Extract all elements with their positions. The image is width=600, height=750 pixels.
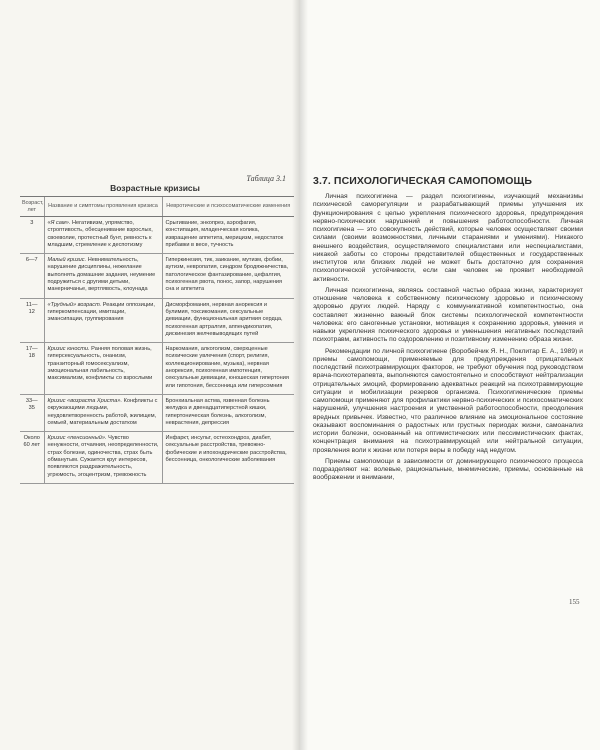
paragraph: Приемы самопомощи в зависимости от доминирующего психического процесса подразделяют на: волевые, рациональные, мнемические, приемы, основанные на воображении и внимании, [313, 457, 583, 482]
crisis-symptoms: Невнимательность, нарушение дисциплины, нежелание выполнять домашние задания, неумение подружиться с другими детьми, манерничанье, вертлявость, клоунада [47, 257, 156, 293]
cell-changes: Инфаркт, инсульт, остеохондроз, диабет, сексуальные расстройства, тревожно-фобические и ипохондрические расстройства, бессонница, онкологические заболевания [162, 432, 294, 484]
cell-age: 33—35 [20, 394, 44, 431]
cell-age: 3 [20, 217, 44, 254]
crisis-name: «Трудный» возраст. [47, 301, 102, 308]
page-number: 155 [569, 598, 580, 606]
cell-changes: Гиперкинезия, тик, заикание, мутизм, фобии, аутизм, невропатия, синдром бродяжничества, патологическое фантазирование, цефалгия, психогенная рвота, понос, запор, нарушения сна и аппетита [162, 254, 294, 298]
crisis-name: Кризис «пенсионный». [47, 435, 107, 442]
paragraph: Личная психогигиена — раздел психогигиены, изучающий механизмы психической саморегуляции и разрабатывающий приемы улучшения их функционирования с целью укрепления психического здоровья, предупреждения нервно-психических нарушений и повышения работоспособности. Личная психогигиена — это совокупность действий, которые человек осуществляет своими силами (своими возможностями, личными стараниями и умениями). Никакого внешнего воздействия, осуществляемого специалистами или неспециалистами, никакой заботы со стороны представителей общественных и государственных институтов или близких людей не может быть достаточно для сохранения психологической устойчивости, если сам человек не проявит необходимой активности. [313, 193, 583, 283]
cell-crisis [44, 254, 162, 298]
table-title: Возрастные кризисы [110, 183, 200, 193]
section-body [313, 193, 583, 486]
table-row [20, 394, 294, 431]
paragraph: Личная психогигиена, являясь составной частью образа жизни, характеризует отношение человека к собственному психическому здоровью и психическому здоровью других людей. Наряду с коммуникативной компетентностью, она составляет жизненно важный блок системы психологической компетентности человека: его саногенные установки, мотивация к сохранению здоровья, умения и навыки укрепления психического здоровья и уменьшения негативных последствий психотравм, активность по оздоровлению и позитивному изменению образа жизни. [313, 286, 583, 344]
cell-crisis [44, 217, 162, 254]
crisis-symptoms: Конфликты с окружающими людьми, неудовлетворенность работой, жилищем, семьей, материальным достатком [47, 397, 158, 426]
cell-changes: Дисморфомания, нервная анорексия и булимия, токсикомания, сексуальные девиации, функциональная аритмия сердца, психогенная артралгия, аппендикопатия, дискинезия желчевыводящих путей [162, 298, 294, 342]
header-crisis-name: Название и симптомы проявления кризиса [44, 197, 162, 217]
crisis-symptoms: Чувство ненужности, отчаяния, неопределенности, страх болезни, одиночества, страх быть обманутым. Сужается круг интересов, появляются раздражительность, угрюмость, эгоцентризм, тревожность [47, 435, 159, 478]
age-crises-table [20, 196, 294, 484]
crisis-symptoms: Реакции оппозиции, гиперкомпенсации, имитации, эмансипации, группирования [47, 301, 155, 323]
header-symptoms: Невротические и психосоматические изменения [162, 197, 294, 217]
cell-changes: Срыгивание, энкопрез, аэрофагия, констипация, младенческая колика, извращение аппетита, мерицизм, недостаток прибавки в весе, тучность [162, 217, 294, 254]
table-row [20, 343, 294, 395]
table-row [20, 254, 294, 298]
crisis-symptoms: Ранняя половая жизнь, гиперсексуальность, онанизм, транзиторный гомосексуализм, эмоциональная лабильность, максимализм, конфликты со взрослыми [47, 346, 153, 382]
table-row [20, 298, 294, 342]
book-gutter [292, 0, 308, 750]
cell-changes: Бронхиальная астма, язвенная болезнь желудка и двенадцатиперстной кишки, гипертоническая болезнь, алкоголизм, неврастения, депрессия [162, 394, 294, 431]
crisis-name: Кризис «возраста Христа». [47, 397, 123, 404]
crisis-symptoms: Негативизм, упрямство, строптивость, обесценивание взрослых, своеволие, протестный бунт, ревность к младшим, стремление к деспотизму [47, 220, 153, 248]
cell-crisis [44, 298, 162, 342]
cell-changes: Наркомания, алкоголизм, сверхценные психические увлечения (спорт, религия, коллекционирование, музыка), нервная анорексия, психогенная импотенция, сексуальные девиации, юношеская гипертония или гипотония, бессонница или гиперсомния [162, 343, 294, 395]
crisis-name: «Я сам». [47, 220, 71, 226]
header-age: Возраст, лет [20, 197, 44, 217]
cell-crisis [44, 343, 162, 395]
cell-age: 17—18 [20, 343, 44, 395]
paragraph: Рекомендации по личной психогигиене (Воробейчик Я. Н., Поклитар Е. А., 1989) и приемы самопомощи, применяемые для предупреждения отрицательных последствий психотравмирующих факторов, не требуют обучения под руководством врача-психотерапевта, выполняются самостоятельно и способствуют нейтрализации отрицательных эмоций, формированию адекватных реакций на психотравмирующие ситуации и мобилизации резервов организма. Психогигиенические приемы самопомощи применяют для профилактики нервно-психических и психосоматических нарушений, улучшения настроения и умственной работоспособности, преодоления вредных привычек. Известно, что различное влияние на эмоциональное состояние оказывают воспоминания о радостных или грустных периодах жизни, самоанализ истории болезни, основанный на оптимистических или пессимистических фактах, концентрация внимания на психотравмирующей или нейтральной ситуации, проявления воли к жизни или потеря веры в победу над недугом. [313, 347, 583, 454]
section-heading: 3.7. ПСИХОЛОГИЧЕСКАЯ САМОПОМОЩЬ [313, 175, 532, 187]
cell-age: 11—12 [20, 298, 44, 342]
table-header-row [20, 197, 294, 217]
crisis-name: Малый кризис. [47, 257, 87, 264]
cell-crisis [44, 432, 162, 484]
cell-age: 6—7 [20, 254, 44, 298]
cell-age: Около 60 лет [20, 432, 44, 484]
table-number: Таблица 3.1 [246, 174, 286, 183]
cell-crisis [44, 394, 162, 431]
table-row [20, 432, 294, 484]
crisis-name: Кризис юности. [47, 346, 90, 353]
table-row [20, 217, 294, 254]
